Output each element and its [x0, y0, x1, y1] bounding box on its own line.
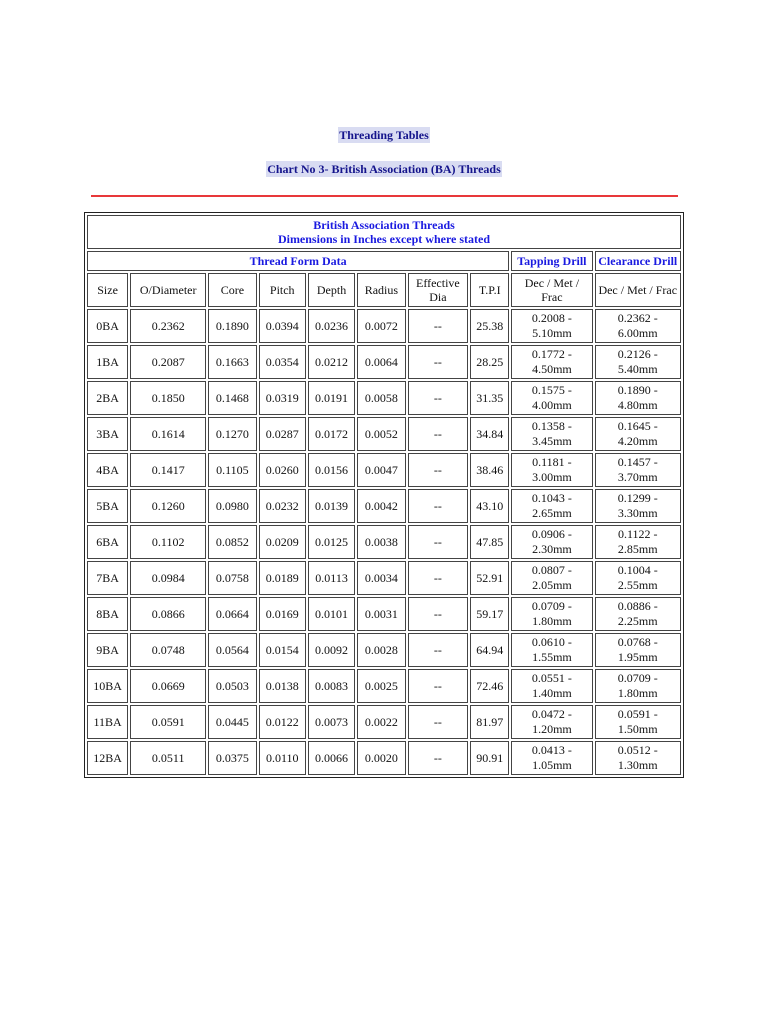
cell-radius: 0.0034 [357, 561, 405, 595]
cell-size: 11BA [87, 705, 128, 739]
drill-line-2: 2.55mm [617, 578, 658, 592]
cell-depth: 0.0073 [308, 705, 355, 739]
drill-line-2: 1.40mm [532, 686, 572, 700]
cell-od: 0.1102 [130, 525, 206, 559]
cell-clearance-drill [595, 669, 681, 703]
cell-radius: 0.0058 [357, 381, 405, 415]
cell-od: 0.0866 [130, 597, 206, 631]
drill-line-2: 5.40mm [617, 362, 658, 376]
drill-line-1: 0.2008 - [531, 311, 572, 325]
cell-depth: 0.0066 [308, 741, 355, 775]
cell-pitch: 0.0260 [259, 453, 306, 487]
cell-tapping-drill [511, 561, 592, 595]
cell-tpi: 81.97 [470, 705, 509, 739]
cell-tpi: 25.38 [470, 309, 509, 343]
cell-eff: -- [408, 345, 469, 379]
drill-line-1: 0.0591 - [617, 707, 658, 721]
drill-line-1: 0.1299 - [617, 491, 658, 505]
cell-clearance-drill [595, 417, 681, 451]
drill-line-2: 1.95mm [617, 650, 658, 664]
cell-depth: 0.0236 [308, 309, 355, 343]
cell-tpi: 47.85 [470, 525, 509, 559]
col-effective-line-1: Effective [415, 276, 460, 290]
cell-clearance-drill [595, 597, 681, 631]
cell-pitch: 0.0354 [259, 345, 306, 379]
cell-tpi: 72.46 [470, 669, 509, 703]
cell-od: 0.1614 [130, 417, 206, 451]
drill-line-1: 0.1004 - [617, 563, 658, 577]
cell-clearance-drill [595, 525, 681, 559]
cell-radius: 0.0025 [357, 669, 405, 703]
drill-line-1: 0.1358 - [531, 419, 572, 433]
col-tapping [511, 273, 592, 307]
table-row [87, 597, 681, 631]
cell-eff: -- [408, 597, 469, 631]
col-size: Size [87, 273, 128, 307]
drill-line-2: 4.50mm [532, 362, 572, 376]
drill-line-2: 1.80mm [617, 686, 658, 700]
col-pitch: Pitch [259, 273, 306, 307]
col-core: Core [208, 273, 256, 307]
drill-line-1: 0.2126 - [617, 347, 658, 361]
drill-line-2: 2.30mm [532, 542, 572, 556]
drill-line-2: 4.00mm [532, 398, 572, 412]
cell-depth: 0.0113 [308, 561, 355, 595]
cell-depth: 0.0212 [308, 345, 355, 379]
page-subtitle: Chart No 3- British Association (BA) Threads [267, 162, 501, 176]
cell-clearance-drill [595, 489, 681, 523]
drill-line-2: 2.25mm [617, 614, 658, 628]
drill-line-1: 0.0551 - [531, 671, 572, 685]
cell-eff: -- [408, 309, 469, 343]
cell-core: 0.0445 [208, 705, 256, 739]
cell-tpi: 34.84 [470, 417, 509, 451]
cell-tapping-drill [511, 633, 592, 667]
cell-depth: 0.0092 [308, 633, 355, 667]
drill-line-1: 0.0709 - [531, 599, 572, 613]
drill-line-2: 2.65mm [532, 506, 572, 520]
drill-line-1: 0.1457 - [617, 455, 658, 469]
table-row [87, 669, 681, 703]
cell-eff: -- [408, 741, 469, 775]
drill-line-2: 2.05mm [532, 578, 572, 592]
cell-clearance-drill [595, 345, 681, 379]
cell-pitch: 0.0189 [259, 561, 306, 595]
cell-od: 0.0748 [130, 633, 206, 667]
ba-thread-table [84, 212, 684, 778]
drill-line-1: 0.1772 - [531, 347, 572, 361]
col-od: O/Diameter [130, 273, 206, 307]
cell-eff: -- [408, 633, 469, 667]
cell-core: 0.0980 [208, 489, 256, 523]
cell-pitch: 0.0110 [259, 741, 306, 775]
cell-size: 7BA [87, 561, 128, 595]
table-row [87, 309, 681, 343]
cell-depth: 0.0101 [308, 597, 355, 631]
cell-core: 0.0564 [208, 633, 256, 667]
cell-size: 5BA [87, 489, 128, 523]
cell-tpi: 59.17 [470, 597, 509, 631]
drill-line-1: 0.0472 - [531, 707, 572, 721]
table-row [87, 633, 681, 667]
cell-size: 2BA [87, 381, 128, 415]
drill-line-1: 0.1890 - [617, 383, 658, 397]
cell-radius: 0.0020 [357, 741, 405, 775]
drill-line-2: 1.05mm [532, 758, 572, 772]
cell-radius: 0.0052 [357, 417, 405, 451]
cell-od: 0.1850 [130, 381, 206, 415]
cell-pitch: 0.0287 [259, 417, 306, 451]
drill-line-2: 1.55mm [532, 650, 572, 664]
cell-radius: 0.0028 [357, 633, 405, 667]
cell-size: 4BA [87, 453, 128, 487]
table-row [87, 381, 681, 415]
cell-core: 0.0503 [208, 669, 256, 703]
drill-line-1: 0.1043 - [531, 491, 572, 505]
cell-clearance-drill [595, 741, 681, 775]
cell-core: 0.0852 [208, 525, 256, 559]
table-caption [87, 215, 681, 249]
cell-tapping-drill [511, 345, 592, 379]
cell-core: 0.0375 [208, 741, 256, 775]
cell-depth: 0.0191 [308, 381, 355, 415]
col-depth: Depth [308, 273, 355, 307]
cell-pitch: 0.0232 [259, 489, 306, 523]
cell-tapping-drill [511, 453, 592, 487]
cell-tpi: 52.91 [470, 561, 509, 595]
cell-clearance-drill [595, 633, 681, 667]
cell-eff: -- [408, 669, 469, 703]
cell-od: 0.1260 [130, 489, 206, 523]
cell-tapping-drill [511, 669, 592, 703]
cell-clearance-drill [595, 453, 681, 487]
drill-line-1: 0.0807 - [531, 563, 572, 577]
cell-core: 0.1105 [208, 453, 256, 487]
col-clearance: Dec / Met / Frac [595, 273, 681, 307]
cell-depth: 0.0139 [308, 489, 355, 523]
table-row [87, 417, 681, 451]
cell-depth: 0.0172 [308, 417, 355, 451]
drill-line-2: 3.70mm [617, 470, 658, 484]
drill-line-1: 0.1575 - [531, 383, 572, 397]
cell-pitch: 0.0169 [259, 597, 306, 631]
cell-clearance-drill [595, 381, 681, 415]
cell-radius: 0.0031 [357, 597, 405, 631]
cell-size: 1BA [87, 345, 128, 379]
cell-od: 0.0591 [130, 705, 206, 739]
divider [91, 195, 678, 197]
cell-radius: 0.0038 [357, 525, 405, 559]
cell-tapping-drill [511, 417, 592, 451]
col-effective-dia [408, 273, 469, 307]
drill-line-1: 0.1122 - [617, 527, 658, 541]
cell-radius: 0.0072 [357, 309, 405, 343]
cell-size: 10BA [87, 669, 128, 703]
cell-tpi: 38.46 [470, 453, 509, 487]
cell-radius: 0.0064 [357, 345, 405, 379]
group-thread-form: Thread Form Data [87, 251, 509, 271]
caption-line-1: British Association Threads [313, 218, 455, 232]
drill-line-1: 0.0886 - [617, 599, 658, 613]
table-row [87, 525, 681, 559]
cell-size: 3BA [87, 417, 128, 451]
table-row [87, 741, 681, 775]
drill-line-2: 2.85mm [617, 542, 658, 556]
table-row [87, 345, 681, 379]
cell-size: 9BA [87, 633, 128, 667]
cell-radius: 0.0022 [357, 705, 405, 739]
cell-depth: 0.0125 [308, 525, 355, 559]
cell-eff: -- [408, 561, 469, 595]
cell-od: 0.0669 [130, 669, 206, 703]
cell-eff: -- [408, 381, 469, 415]
drill-line-2: 3.30mm [617, 506, 658, 520]
cell-radius: 0.0047 [357, 453, 405, 487]
cell-pitch: 0.0209 [259, 525, 306, 559]
cell-tapping-drill [511, 597, 592, 631]
cell-tpi: 64.94 [470, 633, 509, 667]
drill-line-1: 0.0512 - [617, 743, 658, 757]
cell-tpi: 31.35 [470, 381, 509, 415]
cell-core: 0.1270 [208, 417, 256, 451]
col-tpi: T.P.I [470, 273, 509, 307]
drill-line-2: 6.00mm [617, 326, 658, 340]
cell-pitch: 0.0319 [259, 381, 306, 415]
cell-tpi: 28.25 [470, 345, 509, 379]
cell-eff: -- [408, 705, 469, 739]
drill-line-2: 1.30mm [617, 758, 658, 772]
group-clearance-drill: Clearance Drill [595, 251, 681, 271]
cell-size: 0BA [87, 309, 128, 343]
cell-tpi: 43.10 [470, 489, 509, 523]
drill-line-1: 0.0906 - [531, 527, 572, 541]
cell-size: 12BA [87, 741, 128, 775]
drill-line-2: 4.20mm [617, 434, 658, 448]
cell-tapping-drill [511, 525, 592, 559]
cell-pitch: 0.0394 [259, 309, 306, 343]
drill-line-2: 4.80mm [617, 398, 658, 412]
cell-od: 0.0511 [130, 741, 206, 775]
table-row [87, 453, 681, 487]
col-radius: Radius [357, 273, 405, 307]
cell-eff: -- [408, 417, 469, 451]
drill-line-1: 0.0413 - [531, 743, 572, 757]
drill-line-1: 0.2362 - [617, 311, 658, 325]
drill-line-1: 0.0610 - [531, 635, 572, 649]
cell-clearance-drill [595, 309, 681, 343]
cell-clearance-drill [595, 561, 681, 595]
cell-tapping-drill [511, 489, 592, 523]
group-tapping-drill: Tapping Drill [511, 251, 592, 271]
cell-clearance-drill [595, 705, 681, 739]
caption-line-2: Dimensions in Inches except where stated [277, 232, 491, 246]
cell-eff: -- [408, 525, 469, 559]
drill-line-2: 3.45mm [532, 434, 572, 448]
cell-tapping-drill [511, 705, 592, 739]
cell-core: 0.1890 [208, 309, 256, 343]
col-tapping-line-1: Dec / Met / [524, 276, 580, 290]
cell-tapping-drill [511, 741, 592, 775]
drill-line-1: 0.1181 - [532, 455, 572, 469]
cell-core: 0.1663 [208, 345, 256, 379]
cell-od: 0.0984 [130, 561, 206, 595]
cell-core: 0.0758 [208, 561, 256, 595]
cell-pitch: 0.0122 [259, 705, 306, 739]
col-effective-line-2: Dia [429, 290, 447, 304]
table-row [87, 489, 681, 523]
col-tapping-line-2: Frac [541, 290, 563, 304]
cell-core: 0.1468 [208, 381, 256, 415]
drill-line-1: 0.0709 - [617, 671, 658, 685]
cell-tapping-drill [511, 381, 592, 415]
page-title: Threading Tables [339, 128, 429, 142]
cell-depth: 0.0083 [308, 669, 355, 703]
drill-line-2: 1.50mm [617, 722, 658, 736]
cell-pitch: 0.0154 [259, 633, 306, 667]
cell-size: 8BA [87, 597, 128, 631]
cell-depth: 0.0156 [308, 453, 355, 487]
cell-radius: 0.0042 [357, 489, 405, 523]
table-row [87, 561, 681, 595]
drill-line-1: 0.0768 - [617, 635, 658, 649]
table-row [87, 705, 681, 739]
cell-eff: -- [408, 453, 469, 487]
drill-line-2: 3.00mm [532, 470, 572, 484]
drill-line-2: 5.10mm [532, 326, 572, 340]
drill-line-2: 1.80mm [532, 614, 572, 628]
cell-core: 0.0664 [208, 597, 256, 631]
drill-line-2: 1.20mm [532, 722, 572, 736]
cell-od: 0.2087 [130, 345, 206, 379]
cell-eff: -- [408, 489, 469, 523]
cell-pitch: 0.0138 [259, 669, 306, 703]
cell-size: 6BA [87, 525, 128, 559]
cell-od: 0.2362 [130, 309, 206, 343]
cell-tpi: 90.91 [470, 741, 509, 775]
cell-tapping-drill [511, 309, 592, 343]
cell-od: 0.1417 [130, 453, 206, 487]
drill-line-1: 0.1645 - [617, 419, 658, 433]
thread-table-container [84, 212, 684, 778]
